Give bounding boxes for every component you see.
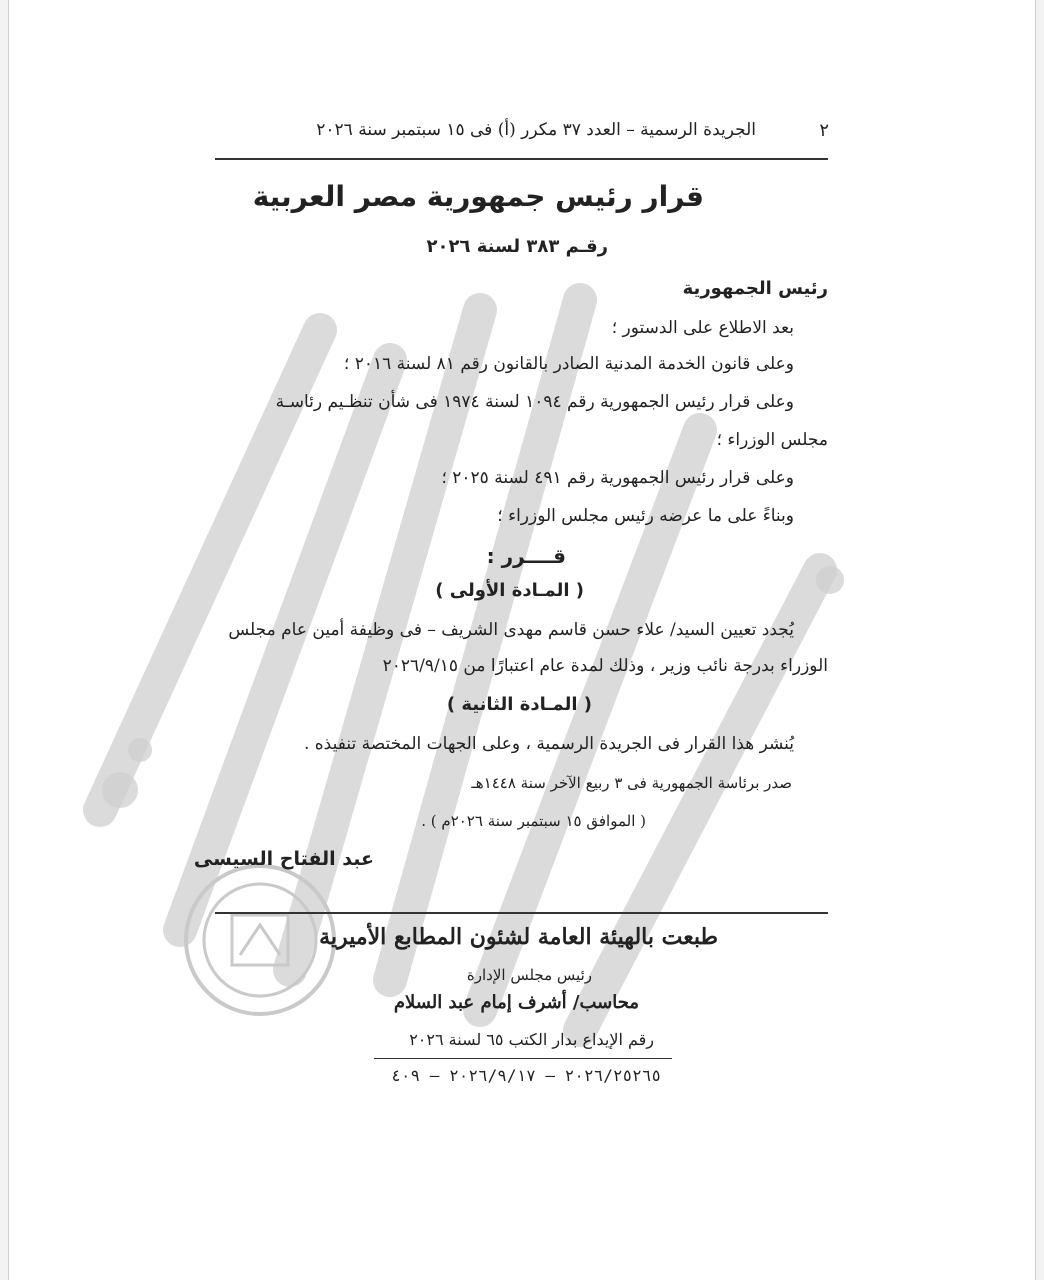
article-2-line: يُنشر هذا القرار فى الجريدة الرسمية ، وعلى الجهات المختصة تنفيذه .: [303, 734, 794, 754]
article-2-title: ( المـادة الثانية ): [446, 694, 592, 715]
article-1-line: الوزراء بدرجة نائب وزير ، وذلك لمدة عام اعتبارًا من ٢٠٢٦/٩/١٥: [382, 656, 828, 676]
article-1-line: يُجدد تعيين السيد/ علاء حسن قاسم مهدى الشريف – فى وظيفة أمين عام مجلس: [228, 620, 794, 640]
chairman-label: رئيس مجلس الإدارة: [466, 966, 592, 984]
preamble-line: بعد الاطلاع على الدستور ؛: [611, 318, 794, 338]
serial-number: ٢٠٢٦/٢٥٢٦٥ – ٢٠٢٦/٩/١٧ – ٤٠٩: [391, 1066, 661, 1085]
preamble-line: مجلس الوزراء ؛: [716, 430, 828, 450]
signature-name: عبد الفتاح السيسى: [193, 848, 374, 870]
preamble-line: وبناءً على ما عرضه رئيس مجلس الوزراء ؛: [497, 506, 794, 526]
decree-title: قرار رئيس جمهورية مصر العربية: [252, 180, 704, 213]
issued-line: صدر برئاسة الجمهورية فى ٣ ربيع الآخر سنة ١٤٤٨هـ: [471, 774, 792, 792]
preamble-line: وعلى قرار رئيس الجمهورية رقم ١٠٩٤ لسنة ١٩٧٤ فى شأن تنظـيم رئاسـة: [275, 392, 794, 412]
chairman-name: محاسب/ أشرف إمام عبد السلام: [393, 992, 639, 1013]
page-number: ٢: [819, 120, 829, 141]
preamble-line: وعلى قانون الخدمة المدنية الصادر بالقانون رقم ٨١ لسنة ٢٠١٦ ؛: [343, 354, 794, 374]
decree-number: رقـم ٣٨٣ لسنة ٢٠٢٦: [426, 236, 608, 257]
decides-heading: قــــرر :: [486, 544, 566, 568]
printer-name: طبعت بالهيئة العامة لشئون المطابع الأميرية: [319, 924, 718, 950]
deposit-number: رقم الإيداع بدار الكتب ٦٥ لسنة ٢٠٢٦: [409, 1030, 654, 1049]
running-header: الجريدة الرسمية – العدد ٣٧ مكرر (أ) فى ١٥ سبتمبر سنة ٢٠٢٦: [316, 120, 756, 140]
president-heading: رئيس الجمهورية: [682, 278, 828, 299]
equivalent-date: ( الموافق ١٥ سبتمبر سنة ٢٠٢٦م ) .: [421, 812, 646, 830]
article-1-title: ( المـادة الأولى ): [435, 580, 584, 601]
footer-rule: [215, 912, 828, 914]
preamble-line: وعلى قرار رئيس الجمهورية رقم ٤٩١ لسنة ٢٠٢٥ ؛: [441, 468, 794, 488]
deposit-rule: [374, 1058, 672, 1059]
header-rule: [215, 158, 828, 160]
